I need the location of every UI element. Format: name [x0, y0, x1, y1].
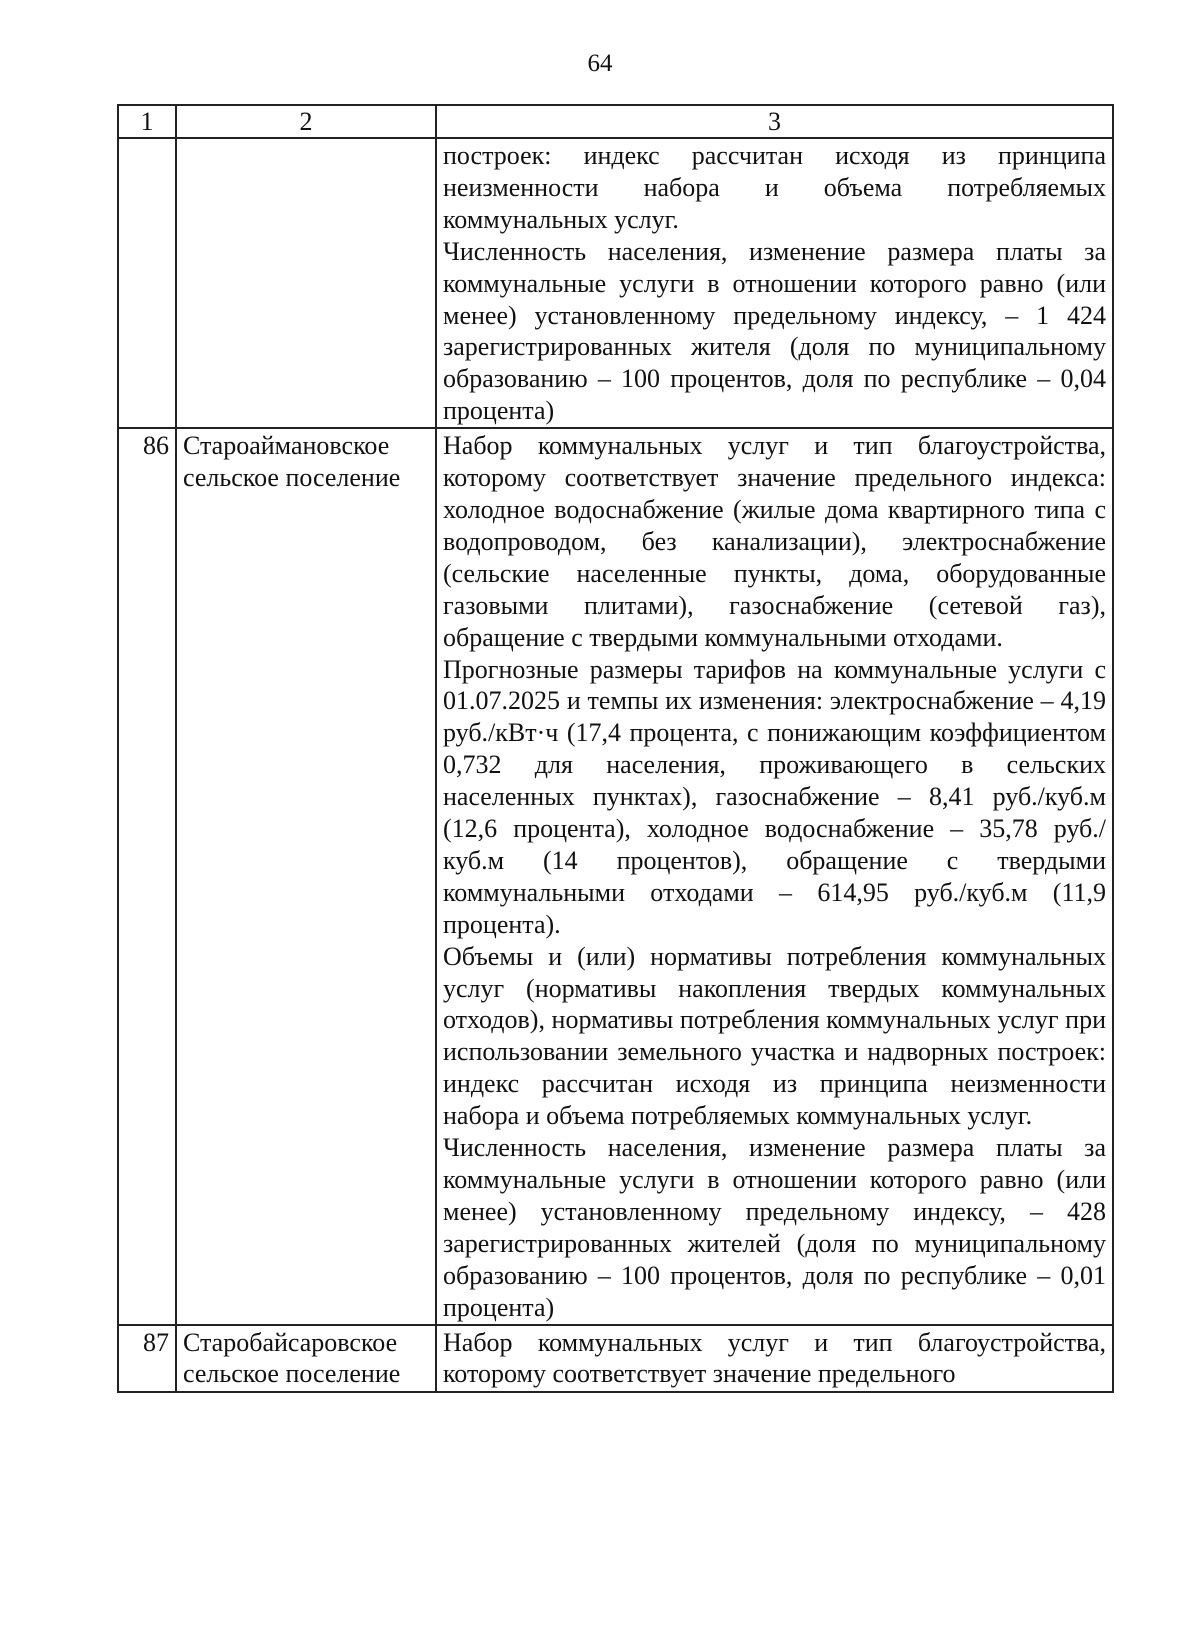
- table-row-continuation: [118, 138, 1113, 428]
- cut-off-text: [443, 1327, 1106, 1391]
- settlement-name-cell: [176, 138, 436, 428]
- paragraph-tariffs: Прогнозные размеры тарифов на коммунальные услуги с 01.07.2025 и темпы их изменения: электроснабжение – 4,19 руб./кВт·ч (17,4 процента, с понижающим коэффициентом 0,732 для населения, проживающего в сельских населенных пунктах), газоснабжение – 8,41 руб./куб.м (12,6 процента), холодное водоснабжение – 35,78 руб./куб.м (14 процентов), обращение с твердыми коммунальными отходами – 614,95 руб./куб.м (11,9 процента).: [443, 654, 1106, 939]
- row-number: [118, 138, 176, 428]
- row-number: 86: [118, 428, 176, 1324]
- description-cell: [436, 1325, 1113, 1392]
- settlement-name-line-2: сельское поселение: [183, 463, 401, 493]
- header-col-3: 3: [436, 105, 1113, 138]
- tariff-table: [117, 104, 1114, 1393]
- settlement-name-cell: [176, 428, 436, 1324]
- paragraph-service-set: Набор коммунальных услуг и тип благоустройства, которому соответствует значение предельного: [443, 1327, 1106, 1389]
- paragraph-population: Численность населения, изменение размера платы за коммунальные услуги в отношении которого равно (или менее) установленному предельному индексу, – 1 424 зарегистрированных жителя (доля по муниципальному образованию – 100 процентов, доля по республике – 0,04 процента): [443, 236, 1106, 426]
- settlement-name-line-2: сельское поселение: [183, 1359, 401, 1389]
- table-header-row: [118, 105, 1113, 138]
- settlement-name-line-1: Старобайсаровское: [183, 1327, 398, 1357]
- header-col-1: 1: [118, 105, 176, 138]
- row-number: 87: [118, 1325, 176, 1392]
- paragraph-population: Численность населения, изменение размера платы за коммунальные услуги в отношении которого равно (или менее) установленному предельному индексу, – 428 зарегистрированных жителей (доля по муниципальному образованию – 100 процентов, доля по республике – 0,01 процента): [443, 1133, 1106, 1322]
- settlement-name-line-1: Староаймановское: [183, 431, 390, 461]
- paragraph-service-set: Набор коммунальных услуг и тип благоустройства, которому соответствует значение предельного индекса: холодное водоснабжение (жилые дома квартирного типа с водопроводом, без канализации), электроснабжение (сельские населенные пункты, дома, оборудованные газовыми плитами), газоснабжение (сетевой газ), обращение с твердыми коммунальными отходами.: [443, 431, 1106, 652]
- table-row-87: [118, 1325, 1113, 1392]
- table-row-86: [118, 428, 1113, 1324]
- description-cell: [436, 428, 1113, 1324]
- paragraph-indices: построек: индекс рассчитан исходя из принципа неизменности набора и объема потребляемых коммунальных услуг.: [443, 141, 1106, 234]
- paragraph-volumes: Объемы и (или) нормативы потребления коммунальных услуг (нормативы накопления твердых коммунальных отходов), нормативы потребления коммунальных услуг при использовании земельного участка и надворных построек: индекс рассчитан исходя из принципа неизменности набора и объема потребляемых коммунальных услуг.: [443, 941, 1106, 1131]
- description-cell: [436, 138, 1113, 428]
- header-col-2: 2: [176, 105, 436, 138]
- page-number: 64: [587, 50, 613, 77]
- settlement-name-cell: [176, 1325, 436, 1392]
